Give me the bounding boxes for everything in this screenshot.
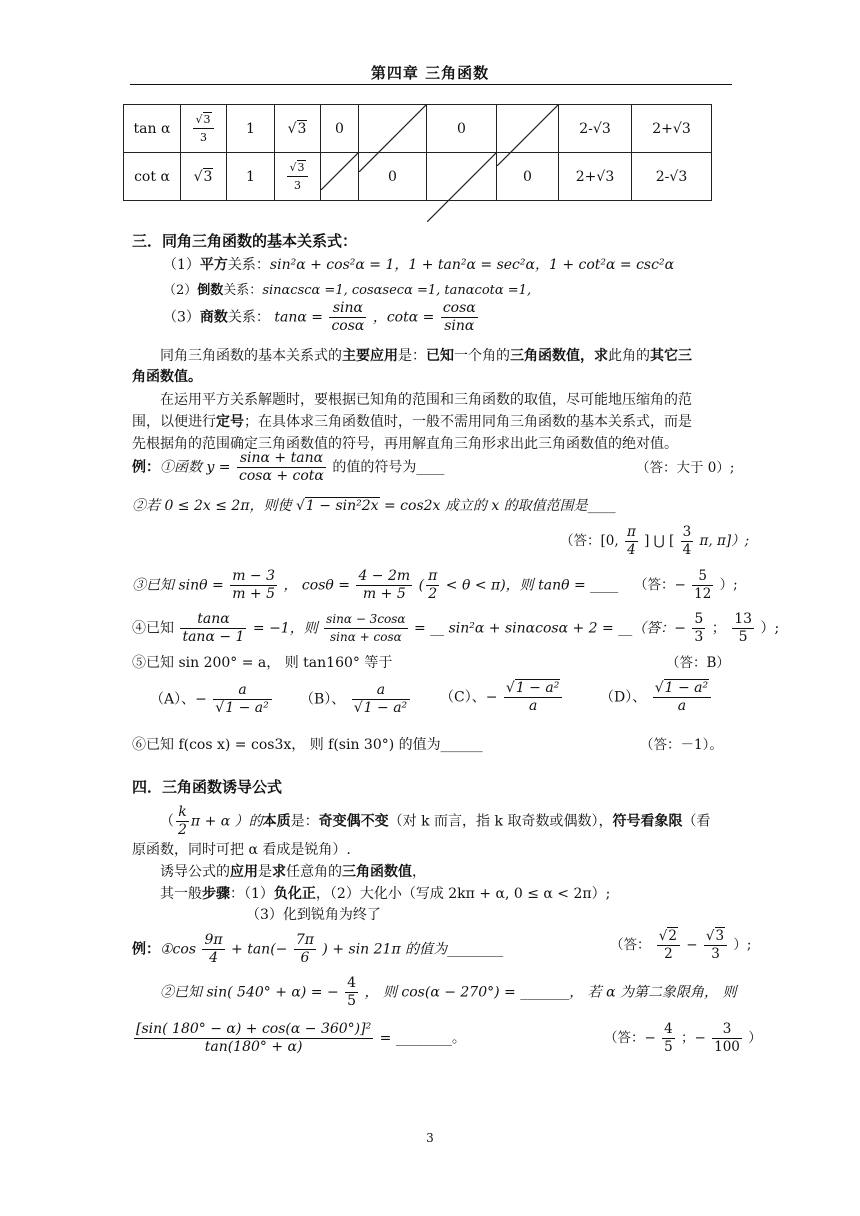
example-3: ③已知 sinθ = $\frac{m - 3}{m + 5}$ ， cosθ = $\frac{4 - 2m}{m + 5}$ ( $\frac{\pi}{2}$ < θ < π)，则 tanθ = ____ — [132, 568, 619, 602]
paragraph-line: 先根据角的范围确定三角函数值的符号，再用解直角三角形求出此三角函数值的绝对值。 — [132, 436, 678, 452]
row-label: cot α — [124, 153, 181, 201]
example-4-1-answer: （答： $\frac{√2}{2}$ − $\frac{√3}{3}$ ）; — [610, 928, 752, 962]
example-1: 例：①函数 y = $\frac{\sin\alpha + \tan\alpha}{\cos\alpha + \cot\alpha}$ 的值的符号为____ — [132, 450, 445, 484]
example-6: ⑥已知 f(cos x) = cos3x， 则 f(sin 30°) 的值为______ — [132, 737, 483, 753]
section-3-title: 三．同角三角函数的基本关系式： — [132, 232, 358, 250]
table-cell: 0 — [427, 105, 497, 153]
table-cell-undefined — [321, 153, 359, 201]
example-4-2: ②已知 sin( 540° + α) = − $\frac{4}{5}$ ， 则 cos(α − 270°) = _______， 若 α 为第二象限角， 则 — [160, 975, 737, 1009]
table-cell: 1 — [227, 153, 275, 201]
table-cell: √3 — [275, 105, 321, 153]
table-cell-undefined — [359, 105, 427, 153]
example-2: ②若 0 ≤ 2x ≤ 2π，则使 √1 − sin²2x = cos2x 成立的 x 的取值范围是____ — [132, 498, 616, 514]
main-application-line2: 角函数值。 — [132, 369, 202, 385]
paragraph-line: 在运用平方关系解题时，要根据已知角的范围和三角函数的取值，尽可能地压缩角的范 — [160, 392, 692, 408]
table-cell: $\frac{√3}{3}$ — [181, 105, 227, 153]
paragraph-line: 原函数，同时可把 α 看成是锐角）. — [132, 842, 351, 858]
table-cell: 1 — [227, 105, 275, 153]
relation-reciprocal: （2）倒数关系：sinαcscα =1, cosαsecα =1, tanαcotα =1, — [163, 283, 532, 298]
option-a: （A）、− $\frac{a}{\text{√1 − a²}}$ — [150, 682, 274, 717]
example-4-2-answer: （答：− $\frac{4}{5}$ ；− $\frac{3}{100}$ ） — [604, 1021, 762, 1055]
table-cell: 0 — [497, 153, 559, 201]
example-4: ④已知 $\frac{\tan\alpha}{\tan\alpha - 1}$ = −1，则 $\frac{\sin\alpha - 3\cos\alpha}{\sin\alpha + \cos\alpha}$ = __ sin²α + sinαcosα + 2 = __（答：− $\frac{5}{3}$ ； $\frac{13}{5}$ ）; — [132, 611, 780, 645]
row-label: tan α — [124, 105, 181, 153]
table-cell: 0 — [359, 153, 427, 201]
table-cell: $\frac{√3}{3}$ — [275, 153, 321, 201]
option-b: （B）、 $\frac{a}{\text{√1 − a²}}$ — [300, 682, 412, 717]
table-cell: 2-√3 — [632, 153, 712, 201]
option-d: （D）、 $\frac{\text{√1 − a²}}{a}$ — [600, 680, 713, 715]
page-header: 第四章 三角函数 — [370, 64, 490, 82]
paragraph-line: 围，以便进行定号；在具体求三角函数值时，一般不需用同角三角函数的基本关系式，而是 — [132, 414, 692, 430]
example-1-answer: （答：大于 0）; — [636, 460, 735, 476]
induction-steps: 其一般步骤：（1）负化正，（2）大化小（写成 2kπ + α, 0 ≤ α < 2π）; — [160, 886, 611, 902]
table-row-cot — [124, 153, 712, 201]
table-cell: 2-√3 — [559, 105, 632, 153]
trig-value-table — [123, 104, 712, 201]
example-5: ⑤已知 sin 200° = a， 则 tan160° 等于 — [132, 655, 393, 671]
table-row-tan — [124, 105, 712, 153]
table-cell: √3 — [181, 153, 227, 201]
relation-quotient: （3）商数关系： tanα = $\frac{\sin\alpha}{\cos\alpha}$ ，cotα = $\frac{\cos\alpha}{\sin\alpha}$ — [163, 300, 476, 334]
example-4-1: 例：①cos $\frac{9\pi}{4}$ + tan(− $\frac{7\pi}{6}$ ) + sin 21π 的值为________ — [132, 932, 504, 966]
example-6-answer: （答：－1）。 — [640, 737, 723, 753]
example-3-answer: （答：− $\frac{5}{12}$ ）; — [634, 568, 738, 602]
table-cell: 0 — [321, 105, 359, 153]
induction-essence: （ $\frac{k}{2}$ π + α ）的本质是：奇变偶不变（对 k 而言，指 k 取奇数或偶数），符号看象限（看 — [160, 804, 711, 838]
section-4-title: 四．三角函数诱导公式 — [132, 778, 283, 796]
table-cell-undefined — [427, 153, 497, 201]
induction-steps-line2: （3）化到锐角为终了 — [246, 907, 381, 923]
induction-application: 诱导公式的应用是求任意角的三角函数值， — [160, 864, 426, 880]
main-application-line1: 同角三角函数的基本关系式的主要应用是：已知一个角的三角函数值，求此角的其它三 — [160, 348, 692, 364]
option-c: （C）、− $\frac{\text{√1 − a²}}{a}$ — [440, 680, 564, 715]
table-cell: 2+√3 — [559, 153, 632, 201]
example-2-answer: （答：[0, $\frac{\pi}{4}$ ] ⋃ [ $\frac{3}{4}$ π, π]）; — [560, 524, 750, 558]
header-rule — [130, 84, 732, 85]
table-cell: 2+√3 — [632, 105, 712, 153]
table-cell-undefined — [497, 105, 559, 153]
relation-square: （1）平方关系：sin²α + cos²α = 1，1 + tan²α = sec²α，1 + cot²α = csc²α — [163, 257, 675, 273]
page-number: 3 — [426, 1131, 434, 1145]
example-5-answer: （答：B） — [666, 655, 730, 671]
example-4-2-expression: $\frac{\text{[sin( 180° − α) + cos(α − 360°)]²}}{\tan(180^\circ + \alpha)}$ = ________。 — [136, 1021, 466, 1055]
